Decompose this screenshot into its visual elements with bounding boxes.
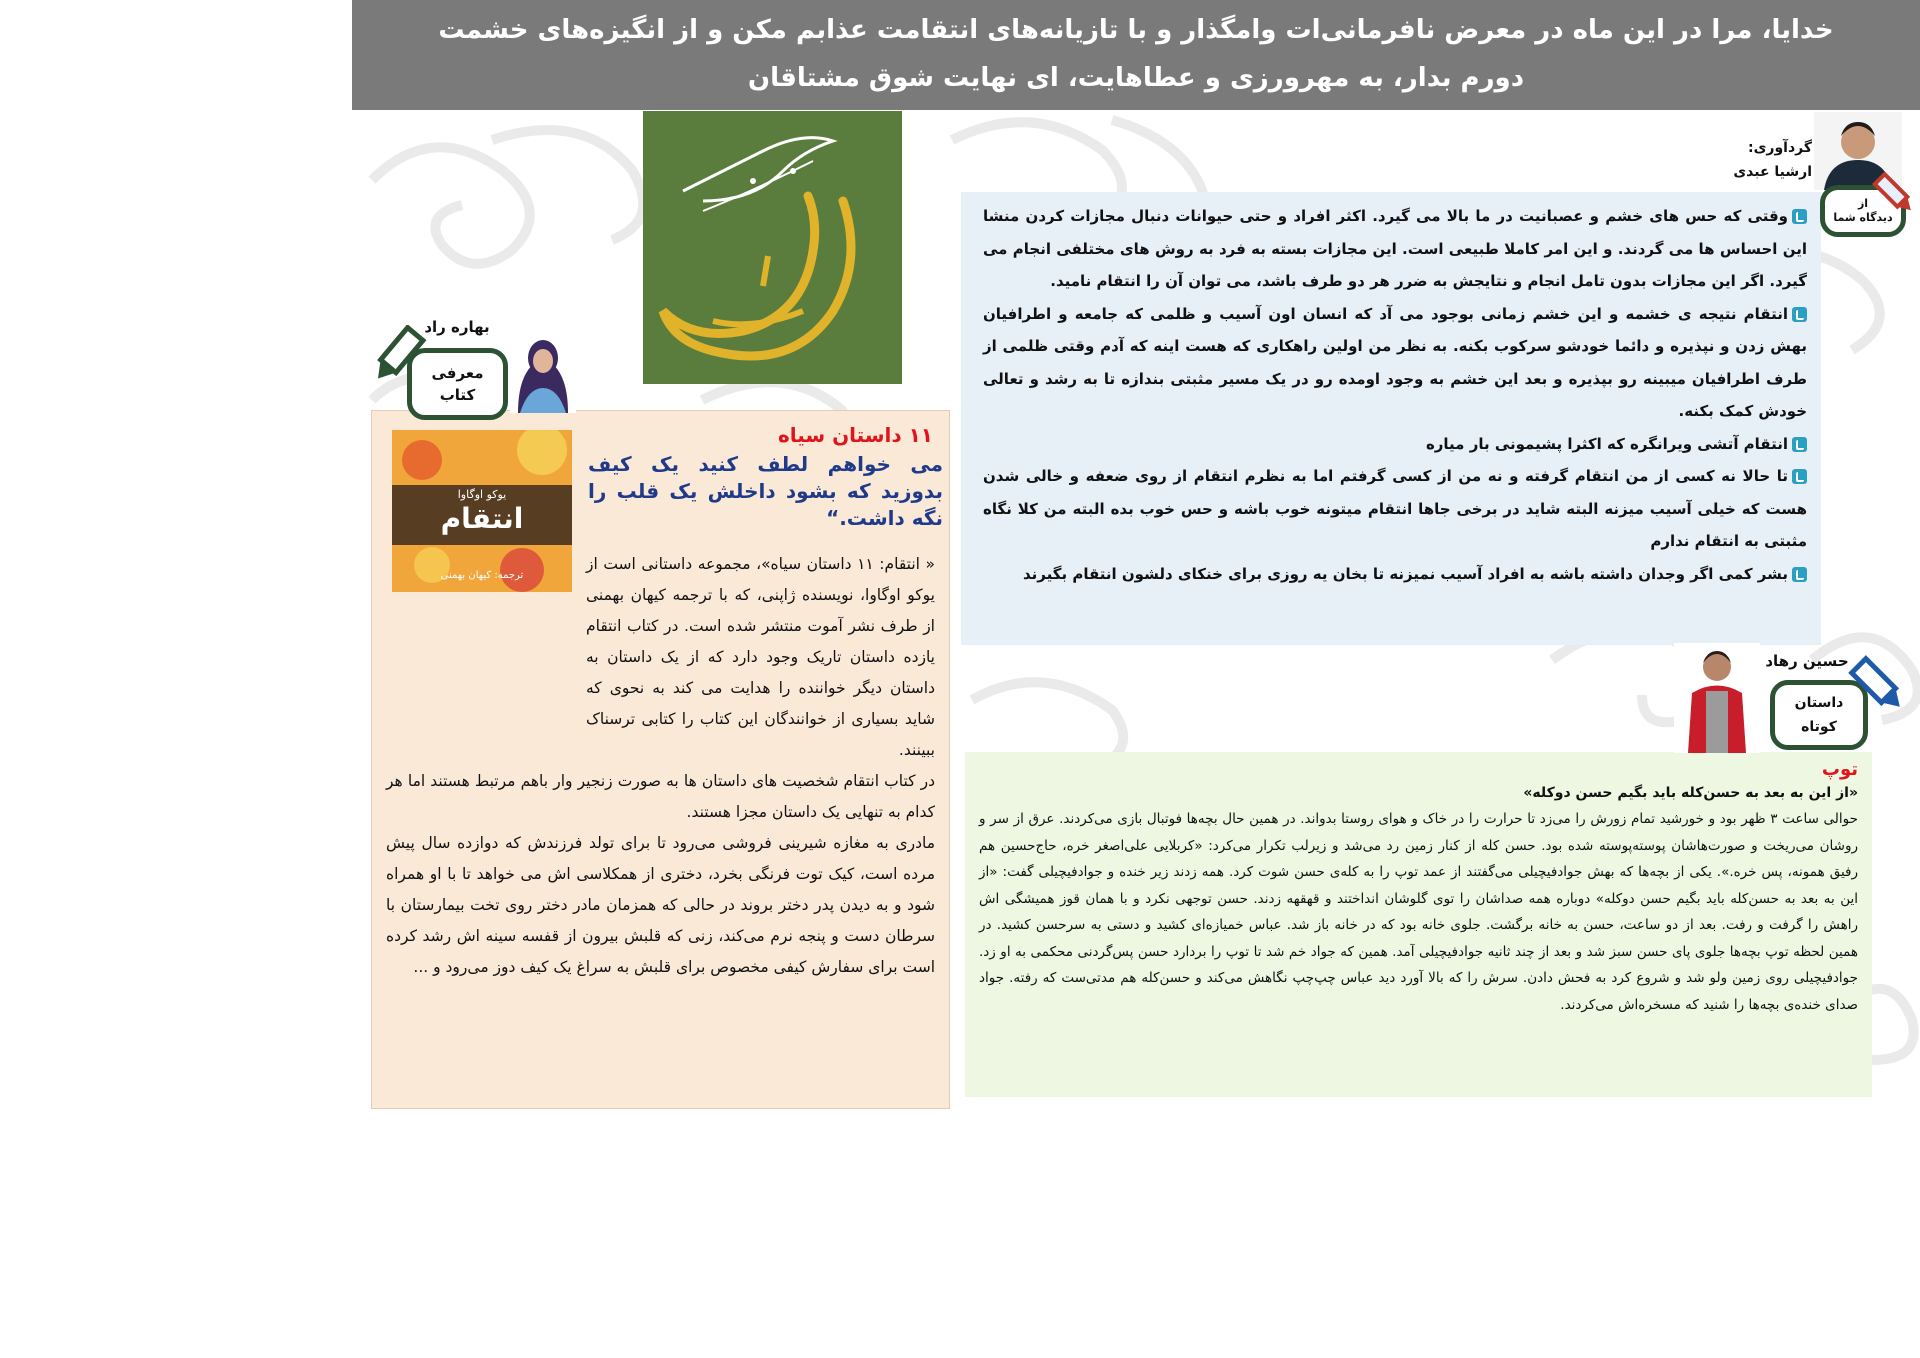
phone-bullet-icon [1792,567,1807,582]
story-badge: داستان کوتاه [1770,680,1868,750]
magazine-logo [643,111,902,384]
story-panel [965,752,1872,1097]
story-author-avatar [1674,643,1760,753]
book-quote: می خواهم لطف کنید یک کیف بدوزید که بشود داخلش یک قلب را نگه داشت.“ [588,452,943,530]
phone-bullet-icon [1792,469,1807,484]
calligraphy-logo-icon [643,111,902,384]
collector-name: ارشیا عبدی [1733,164,1812,180]
book-paragraph-1: « انتقام: ۱۱ داستان سیاه»، مجموعه داستانی است از یوکو اوگاوا، نویسنده ژاپنی، که با ترجمه کیهان بهمنی از طرف نشر آموت منتشر شده است. در کتاب انتقام یازده داستان تاریک وجود دارد که از یک داستان به داستان دیگر خواننده را هدایت می کند به نحوی که شاید بسیاری از خوانندگان این کتاب را کتابی ترسناک ببینند. [586,555,935,759]
book-badge: معرفی کتاب [407,348,508,420]
phone-bullet-icon [1792,209,1807,224]
pencil-icon [364,325,428,389]
phone-bullet-icon [1792,437,1807,452]
opinion-badge: از دیدگاه شما [1820,185,1906,237]
book-author-avatar [510,325,576,413]
header-line-1: خدایا، مرا در این ماه در معرض نافرمانی‌ات وامگذار و با تازیانه‌های انتقامت عذابم مکن و از انگیزه‌های خشمت [438,15,1834,45]
opinion-item: انتقام نتیجه ی خشمه و این خشم زمانی بوجود می آد که انسان اون آسیب و ظلمی که جامعه و اطرافیان بهش زدن و نپذیره و دائما خودشو سرکوب بکنه. به نظر من اولین راهکاری که هست اینه که آدم وقتی ظلمی از طرف اطرافیان میبینه رو بپذیره و بعد این خشم به وجود اومده رو در یک مسیر مثبتی بندازه تا به رشد و تعالی خودش کمک بکنه. [983,304,1807,420]
opinion-item: وقتی که حس های خشم و عصبانیت در ما بالا می گیرد. اکثر افراد و حتی حیوانات دنبال مجازات کردن منشا این احساس ها می گردند. و این امر کاملا طبیعی است. این مجازات بسته به فرد به روش های مختلفی انجام می گیرد. اگر این مجازات بدون تامل انجام و نتایجش به ضرر هر دو طرف باشد، می توان آن را انتقام نامید. [983,207,1807,290]
cover-translator: ترجمه: کیهان بهمنی [440,570,524,581]
cover-title: انتقام [440,502,524,535]
header-line-2: دورم بدار، به مهرورزی و عطاهایت، ای نهایت شوق مشتاقان [747,63,1525,93]
story-author-name: حسین رهاد [1765,652,1849,670]
phone-bullet-icon [1792,307,1807,322]
page-header [352,0,1920,110]
book-paragraph-3: مادری به مغازه شیرینی فروشی می‌رود تا برای تولد فرزندش که دوازده سال پیش مرده است، کیک توت فرنگی بخرد، دختری از همکلاسی اش می خواهد تا با او همراه شود و به دیدن پدر دختر بروند در حالی که همزمان مادر دختر روی تخت بیمارستان با سرطان دست و پنجه نرم می‌کند، زنی که قلبش بیرون از قفسه سینه اش رشد کرده است برای سفارش کیفی مخصوص برای قلبش به سراغ یک کیف دوز می‌رود و ... [386,834,935,976]
book-cover-image [392,430,572,592]
opinion-item: تا حالا نه کسی از من انتقام گرفته و نه من از کسی گرفتم اما به نظرم انتقام از روی ضعفه و خالی شدن هست که خیلی آسیب میزنه البته شاید در برخی جاها انتقام میتونه خوب باشه و حس خوب بده البته من کلا نگاه مثبتی به انتقام ندارم [983,467,1807,550]
story-body: حوالی ساعت ۳ ظهر بود و خورشید تمام زورش را می‌زد تا حرارت را در خاک و هوای روستا بدواند. در همین حال بچه‌ها فوتبال بازی می‌کردند. عرق از سر و روشان می‌ریخت و صورت‌هاشان پوسته‌پوسته شده بود. حسن کله از کنار زمین رد می‌شد و زیرلب تکرار می‌کرد: «کربلایی علی‌اصغر خره، حاج‌حسین هم رفیق همونه، پس خره.». یکی از بچه‌ها که بهش جوادفیچیلی می‌گفتند از عمد توپ را به کله‌ی حسن شوت کرد. همه زدند زیر خنده و جوادفیچیلی گفت: «از این به بعد به حسن‌کله باید بگیم حسن دوکله» دوباره همه صداشان را توی گلوشان انداختند و قهقهه زدند. حسن توجهی نکرد و با همان قوز همیشگی اش راهش را گرفت و رفت. بعد از دو ساعت، حسن به خانه برگشت. جلوی خانه بود که در خانه باز شد. عباس خمیازه‌ای کشید و دستی به سرحسن کشید. در همین لحظه توپ بچه‌ها جلوی پای حسن سبز شد و بعد از چند ثانیه جوادفیچیلی آمد. همین که جواد خم شد تا توپ را بردارد حسن پس‌گردنی محکمی به او زد. جوادفیچیلی روی زمین ولو شد و شروع کرد به فحش دادن. سرش را که بالا آورد دید عباس چپ‌چپ نگاهش می‌کند و حسن‌کله هم مدتی‌ست که رفته. جواد صدای خنده‌ی بچه‌ها را شنید که مسخره‌اش می‌کردند. [979,811,1858,1013]
opinion-item: بشر کمی اگر وجدان داشته باشه به افراد آسیب نمیزنه تا بخان یه روزی برای خنکای دلشون انتقام بگیرند [983,558,1807,591]
cover-author: یوکو اوگاوا [457,488,507,501]
book-section-title: ۱۱ داستان سیاه [777,423,933,447]
collector-label: گردآوری: [1747,140,1812,156]
opinion-item: انتقام آتشی ویرانگره که اکثرا پشیمونی بار میاره [983,428,1807,461]
pen-blue-icon [1848,655,1912,719]
book-author-name: بهاره راد [424,318,490,336]
story-subtitle: «از این به بعد به حسن‌کله باید بگیم حسن دوکله» [1523,785,1858,801]
book-description [386,549,935,983]
pen-icon [1872,170,1920,218]
book-paragraph-2: در کتاب انتقام شخصیت های داستان ها به صورت زنجیر وار باهم مرتبط هستند اما هر کدام به تنهایی یک داستان مجزا هستند. [386,772,935,821]
story-title: توپ [1821,759,1858,780]
opinion-panel [961,192,1821,645]
